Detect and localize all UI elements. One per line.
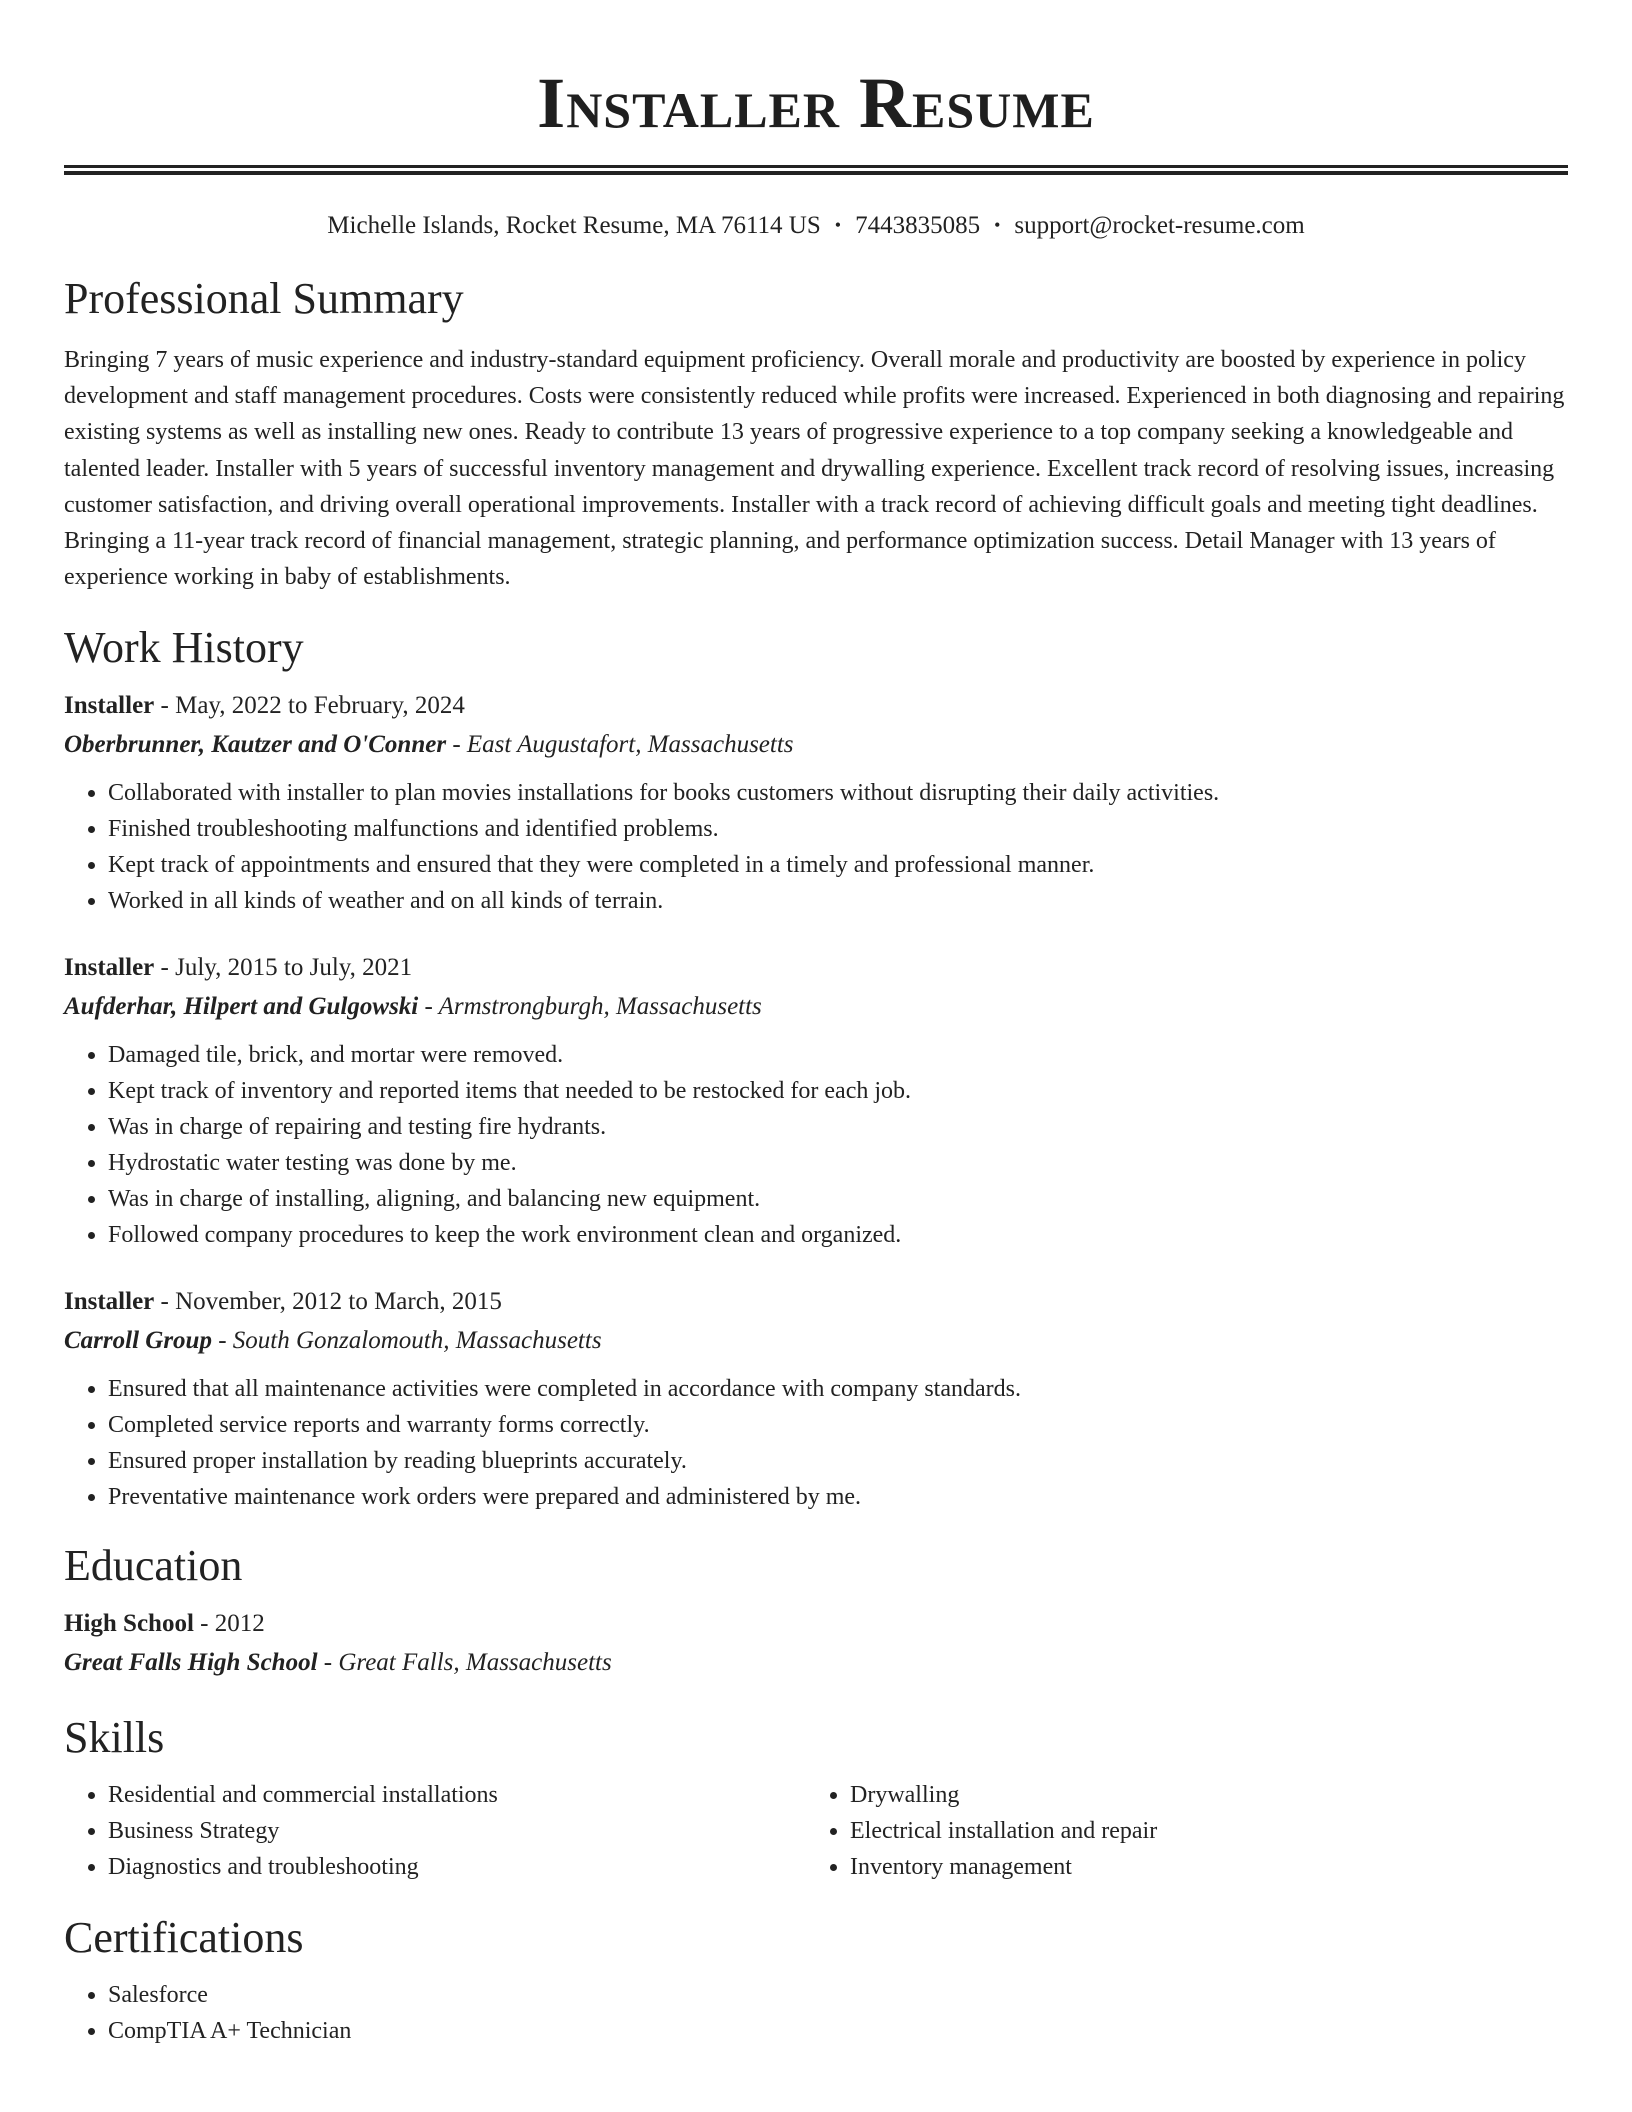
contact-address: Michelle Islands, Rocket Resume, MA 76114 US [327,212,821,239]
job-company: Carroll Group [64,1327,212,1355]
skills-column-left [64,1777,806,1885]
job-company-line [64,1321,1568,1361]
job-title: Installer [64,692,155,720]
job-title: Installer [64,954,155,982]
skills-list [64,1777,1568,1885]
certifications-list [64,1977,1568,2049]
contact-separator: • [834,215,842,235]
job-bullet: • Was in charge of repairing and testing fire hydrants. [108,1109,1568,1145]
job-company-line [64,987,1568,1027]
skill-item: • Electrical installation and repair [850,1813,1548,1849]
job-bullets [64,1037,1568,1253]
job-bullet: • Finished troubleshooting malfunctions and identified problems. [108,811,1568,847]
skills-bullets [806,1777,1548,1885]
job-title-line [64,687,1568,725]
certifications-bullets [64,1977,1568,2049]
job-bullet: • Collaborated with installer to plan movies installations for books customers without disrupting their daily activities. [108,775,1568,811]
education-school: Great Falls High School [64,1649,318,1677]
job-bullet: • Hydrostatic water testing was done by me. [108,1145,1568,1181]
education-degree: High School [64,1610,194,1638]
job-entry [64,1283,1568,1515]
job-bullet: • Completed service reports and warranty forms correctly. [108,1407,1568,1443]
work-history-heading: Work History [64,623,304,673]
education-heading: Education [64,1541,243,1591]
education-entry [64,1605,1568,1683]
certification-item: • CompTIA A+ Technician [108,2013,1568,2049]
title-divider [64,165,1568,175]
job-location: - East Augustafort, Massachusetts [446,731,794,759]
skills-column-right [806,1777,1548,1885]
skill-item: • Inventory management [850,1849,1548,1885]
resume-title: Installer Resume [537,63,1095,143]
job-bullet: • Followed company procedures to keep the work environment clean and organized. [108,1217,1568,1253]
job-dates: - November, 2012 to March, 2015 [154,1288,502,1316]
job-company: Aufderhar, Hilpert and Gulgowski [64,993,419,1021]
skills-bullets [64,1777,806,1885]
skill-item: • Diagnostics and troubleshooting [108,1849,806,1885]
summary-heading: Professional Summary [64,274,464,323]
job-bullet: • Damaged tile, brick, and mortar were removed. [108,1037,1568,1073]
skill-item: • Drywalling [850,1777,1548,1813]
job-bullet: • Worked in all kinds of weather and on all kinds of terrain. [108,883,1568,919]
education-degree-line [64,1605,1568,1643]
certification-item: • Salesforce [108,1977,1568,2013]
job-bullet: • Ensured that all maintenance activities were completed in accordance with company standards. [108,1371,1568,1407]
certifications-heading: Certifications [64,1913,304,1963]
contact-line [64,209,1568,242]
contact-email: support@rocket-resume.com [1014,212,1305,239]
skill-item: • Residential and commercial installations [108,1777,806,1813]
job-company: Oberbrunner, Kautzer and O'Conner [64,731,447,759]
job-bullet: • Ensured proper installation by reading blueprints accurately. [108,1443,1568,1479]
job-bullet: • Preventative maintenance work orders were prepared and administered by me. [108,1479,1568,1515]
job-title-line [64,1283,1568,1321]
job-bullets [64,775,1568,919]
education-school-line [64,1643,1568,1683]
job-location: - South Gonzalomouth, Massachusetts [211,1327,602,1355]
job-bullet: • Kept track of appointments and ensured that they were completed in a timely and professional manner. [108,847,1568,883]
summary-text: Bringing 7 years of music experience and industry-standard equipment proficiency. Overall morale and productivity are boosted by experience in policy development and staff management procedures. Costs were consistently reduced while profits were increased. Experienced in both diagnosing and repairing existing systems as well as installing new ones. Ready to contribute 13 years of progressive experience to a top company seeking a knowledgeable and talented leader. Installer with 5 years of successful inventory management and drywalling experience. Excellent track record of resolving issues, increasing customer satisfaction, and driving overall operational improvements. Installer with a track record of achieving difficult goals and meeting tight deadlines. Bringing a 11-year track record of financial management, strategic planning, and performance optimization success. Detail Manager with 13 years of experience working in baby of establishments. [64,347,1565,591]
job-bullet: • Kept track of inventory and reported items that needed to be restocked for each job. [108,1073,1568,1109]
job-title-line [64,949,1568,987]
contact-phone: 7443835085 [855,212,981,239]
job-title: Installer [64,1288,155,1316]
job-entry [64,687,1568,919]
skills-heading: Skills [64,1713,165,1763]
job-bullets [64,1371,1568,1515]
job-company-line [64,725,1568,765]
job-location: - Armstrongburgh, Massachusetts [418,993,762,1021]
contact-separator: • [994,215,1001,235]
education-year: - 2012 [193,1610,265,1638]
skill-item: • Business Strategy [108,1813,806,1849]
job-dates: - July, 2015 to July, 2021 [154,954,413,982]
job-entry [64,949,1568,1253]
education-location: - Great Falls, Massachusetts [317,1649,612,1677]
job-dates: - May, 2022 to February, 2024 [154,692,465,720]
job-bullet: • Was in charge of installing, aligning, and balancing new equipment. [108,1181,1568,1217]
